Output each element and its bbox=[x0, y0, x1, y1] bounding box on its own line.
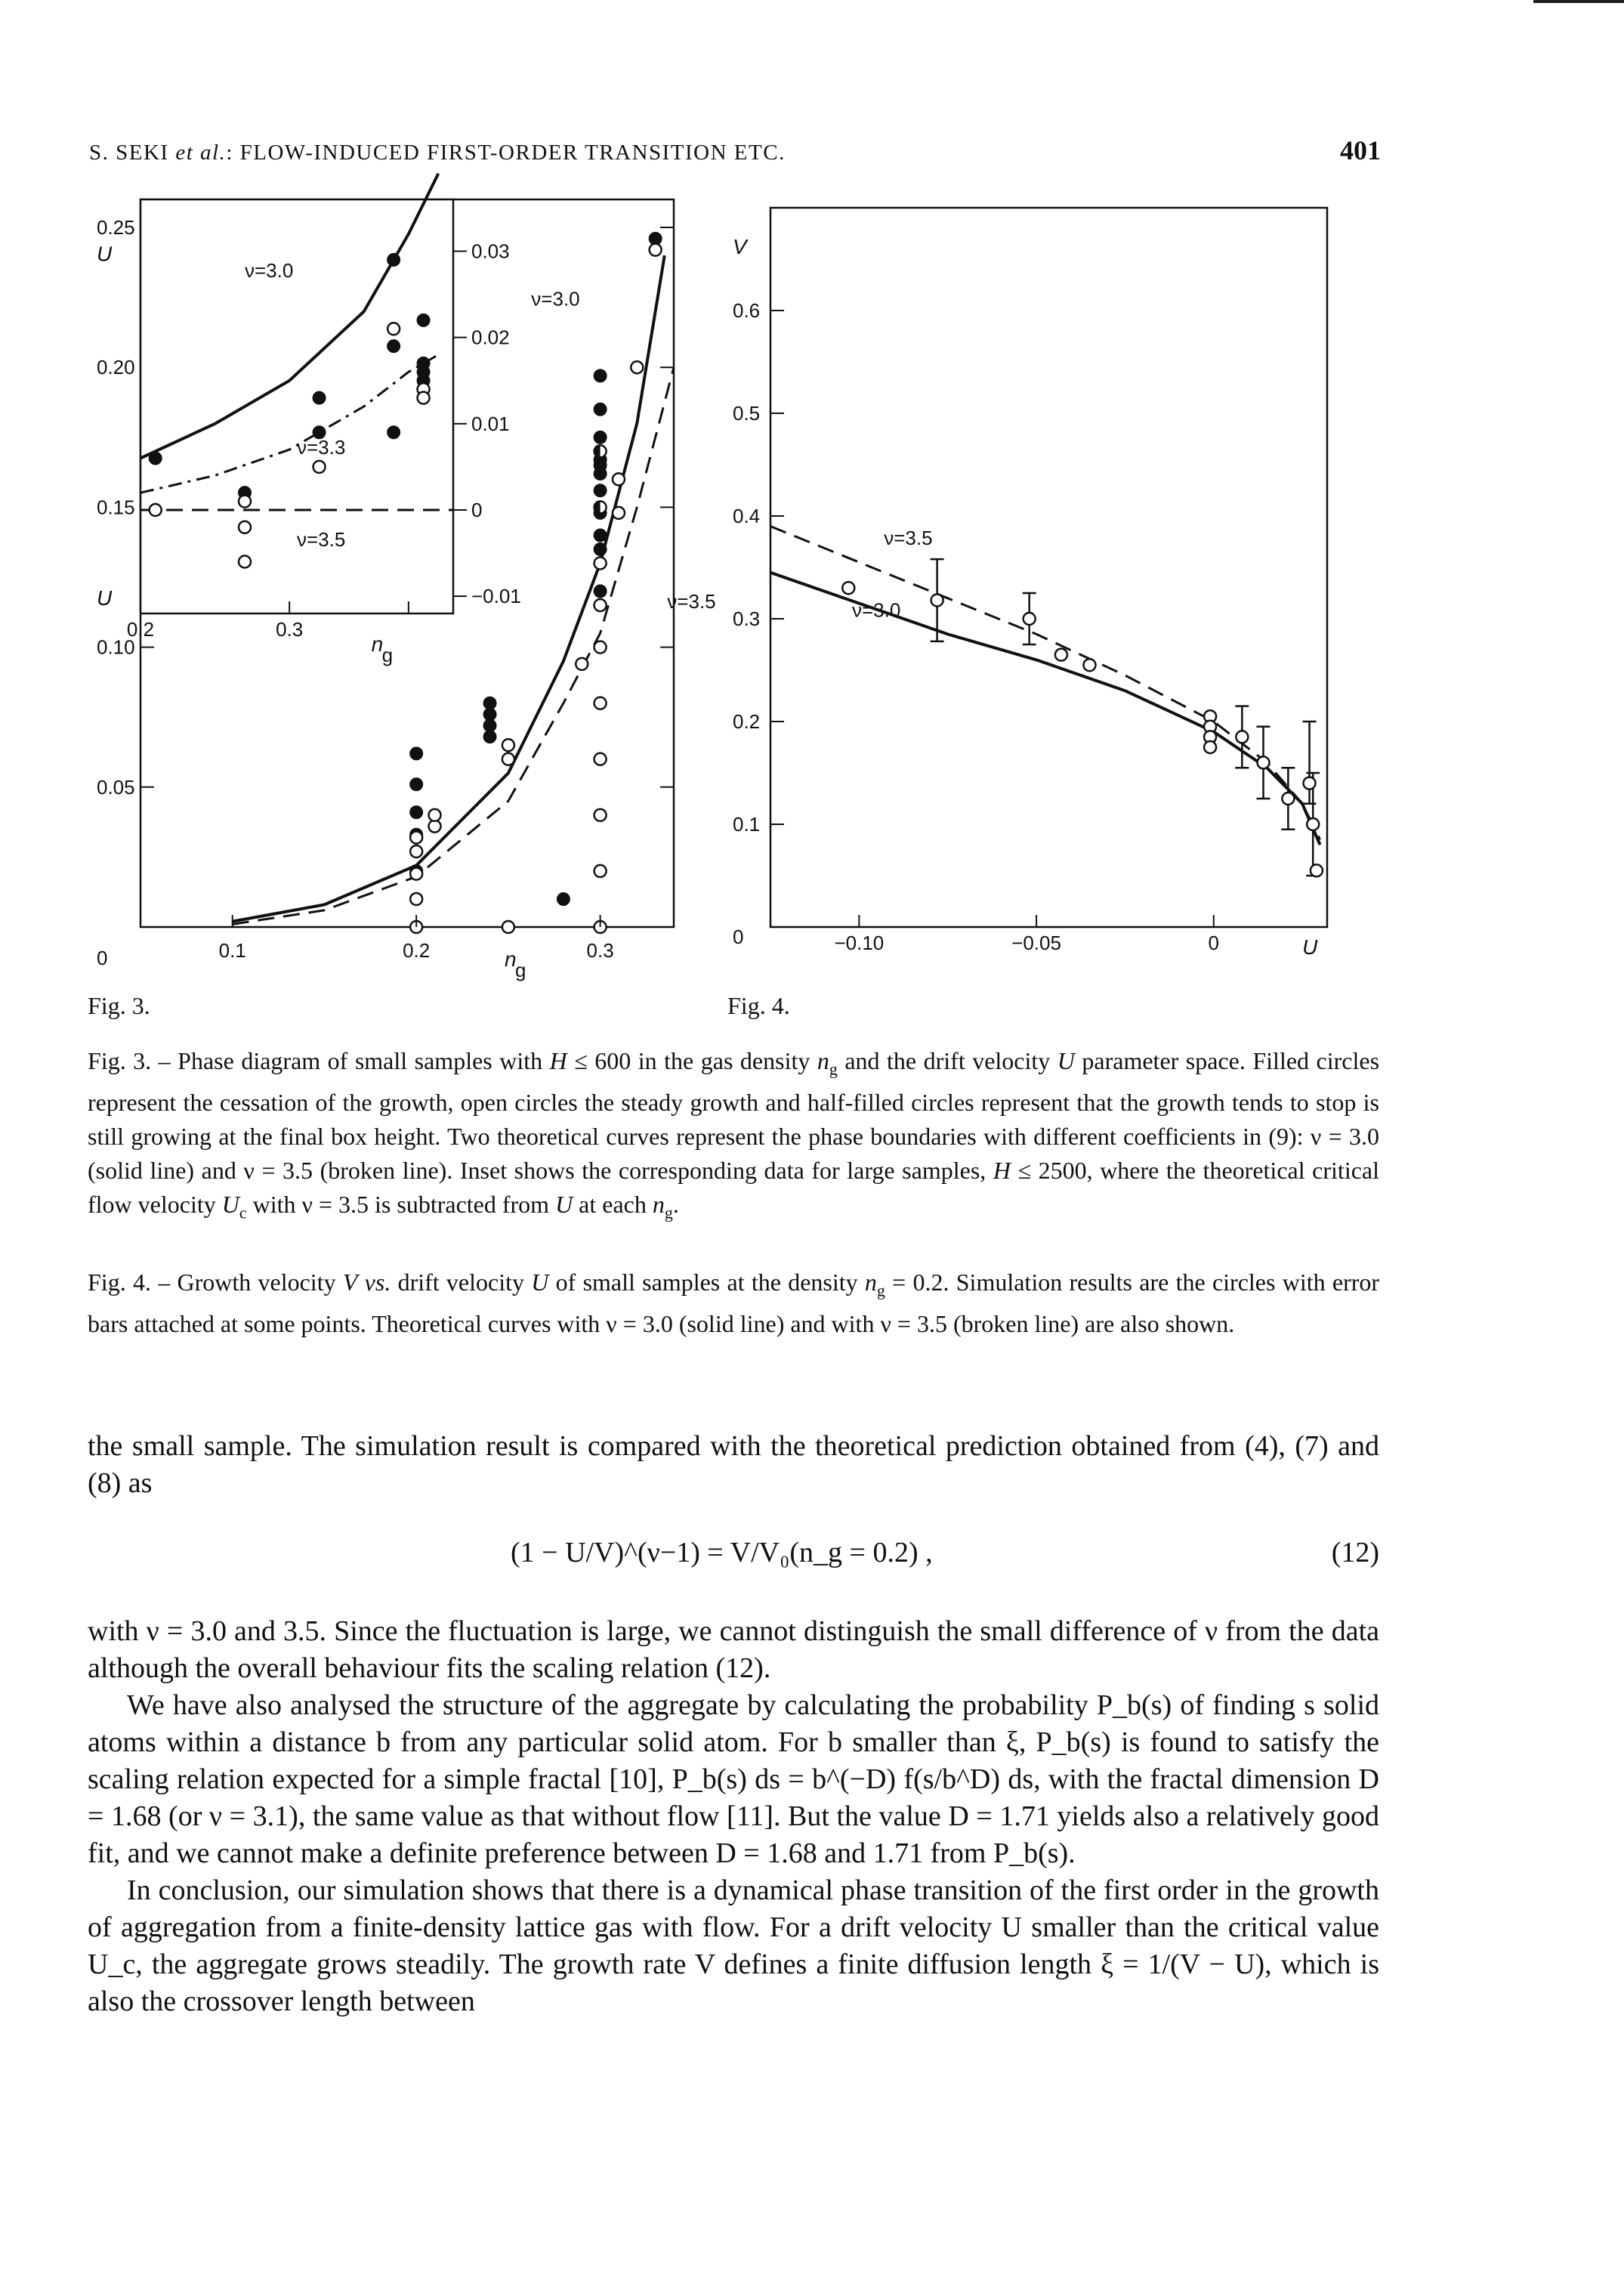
fig3-ytick-label: 0.15 bbox=[97, 496, 135, 519]
running-header bbox=[89, 134, 1381, 180]
fig3-inset-ytick-label: 0.03 bbox=[471, 239, 510, 263]
fig4-point bbox=[1307, 818, 1319, 830]
fig4-annotation-nu35: ν=3.5 bbox=[884, 527, 933, 550]
body-paragraphs bbox=[88, 1613, 1379, 2020]
fig3-xtick-label: 0.2 bbox=[403, 939, 431, 962]
fig3-ylabel-lower: U bbox=[97, 586, 113, 610]
fig3-xlabel: n bbox=[505, 947, 517, 971]
fig4-ytick-label: 0.2 bbox=[733, 710, 761, 733]
fig3-ylabel: U bbox=[97, 242, 113, 266]
equation-number: (12) bbox=[1331, 1537, 1379, 1568]
fig4-point bbox=[1083, 659, 1095, 671]
fig4-origin-label: 0 bbox=[733, 926, 744, 948]
fig3-xtick-label: 0.3 bbox=[586, 939, 614, 962]
equation-12 bbox=[88, 1536, 1379, 1574]
fig4-xlabel: U bbox=[1302, 935, 1318, 959]
fig4-ylabel: V bbox=[733, 235, 747, 259]
fig4-label: Fig. 4. bbox=[727, 992, 790, 1019]
fig3-xlabel-sub: g bbox=[515, 959, 526, 981]
fig4-xtick-label: 0 bbox=[1208, 932, 1220, 954]
fig4-point bbox=[1023, 613, 1036, 625]
top-rule bbox=[1533, 0, 1624, 3]
body-paragraph-1: the small sample. The simulation result is compared with the theoretical prediction obtained from (4), (7) and (8) as bbox=[88, 1430, 1379, 1499]
fig4-chart bbox=[76, 189, 1405, 1005]
equation-text: (1 − U/V)^(ν−1) = V/V₀(n_g = 0.2) , bbox=[511, 1537, 933, 1568]
figures-area bbox=[76, 189, 1405, 1005]
fig3-inset-annotation-nu35: ν=3.5 bbox=[297, 527, 346, 551]
fig4-curve-1 bbox=[770, 527, 1320, 840]
fig4-point bbox=[842, 582, 854, 594]
fig4-ytick-label: 0.1 bbox=[733, 813, 761, 836]
fig4-curves bbox=[770, 527, 1320, 845]
fig4-point bbox=[1311, 864, 1323, 876]
fig3-inset-ytick-label: −0.01 bbox=[471, 585, 521, 608]
page-number: 401 bbox=[1340, 135, 1381, 165]
fig4-point bbox=[1258, 756, 1270, 768]
fig4-xtick-label: −0.10 bbox=[834, 932, 885, 954]
fig3-inset-xtick-label: 0.3 bbox=[276, 618, 304, 641]
fig4-ytick-label: 0.4 bbox=[733, 505, 761, 527]
fig3-label: Fig. 3. bbox=[88, 992, 150, 1019]
fig4-ytick-label: 0.5 bbox=[733, 402, 761, 425]
fig3-inset-ytick-label: 0.01 bbox=[471, 412, 510, 435]
fig4-plot-frame bbox=[770, 208, 1327, 927]
fig4-annotations bbox=[852, 527, 933, 621]
fig4-point bbox=[1204, 741, 1216, 753]
fig4-caption: Fig. 4. – Growth velocity V vs. drift velocity U of small samples at the density $n_g = 0.2$. Simulation results are the circles with error bars attached at some points. Theoretical curves with ν = 3.0 (solid line) and with ν = 3.5 (broken line) are also shown. bbox=[88, 1269, 1380, 1338]
fig3-inset-ytick-label: 0.02 bbox=[471, 326, 510, 349]
fig3-inset-ytick-label: 0 bbox=[471, 499, 483, 521]
fig3-origin-label: 0 bbox=[97, 947, 108, 969]
fig4-point bbox=[1304, 777, 1316, 790]
fig4-ticks bbox=[733, 235, 1318, 959]
fig3-inset-annotation-nu33: ν=3.3 bbox=[297, 435, 346, 459]
running-title: S. SEKI et al.: FLOW-INDUCED FIRST-ORDER TRANSITION ETC. bbox=[89, 141, 786, 165]
fig3-caption: Fig. 3. – Phase diagram of small samples with H ≤ 600 in the gas density $n_g$ and the drift velocity U parameter space. Filled circles represent the cessation of the growth, open circles the steady growth and half-filled circles represent that the growth tends to stop is still growing at the final box height. Two theoretical curves represent the phase boundaries with different coefficients in (9): ν = 3.0 (solid line) and ν = 3.5 (broken line). Inset shows the corresponding data for large samples, H ≤ 2500, where the theoretical critical flow velocity $U_c$ with ν = 3.5 is subtracted from U at each $n_g$. bbox=[88, 1047, 1380, 1222]
fig3-ytick-label: 0.25 bbox=[97, 216, 135, 239]
fig3-annotation-nu30: ν=3.0 bbox=[531, 287, 580, 311]
fig4-point bbox=[1055, 649, 1067, 661]
body-paragraph-3: We have also analysed the structure of the aggregate by calculating the probability P_b(s) of finding s solid atoms within a distance b from any particular solid atom. For b smaller than ξ, P_b(s) is found to satisfy the scaling relation expected for a simple fractal [10], P_b(s) ds = b^(−D) f(s/b^D) ds, with the fractal dimension D = 1.68 (or ν = 3.1), the same value as that without flow [11]. But the value D = 1.71 yields also a relatively good fit, and we cannot make a definite preference between D = 1.68 and 1.71 from P_b(s). bbox=[88, 1689, 1379, 1869]
fig3-inset-annotation-nu30: ν=3.0 bbox=[245, 258, 294, 282]
fig3-ytick-label: 0.10 bbox=[97, 635, 135, 659]
body-paragraph-2: with ν = 3.0 and 3.5. Since the fluctuation is large, we cannot distinguish the small difference of ν from the data although the overall behaviour fits the scaling relation (12). bbox=[88, 1615, 1379, 1684]
fig3-inset-xtick-label: 0.2 bbox=[126, 618, 155, 641]
fig3-xtick-label: 0.1 bbox=[218, 939, 246, 962]
fig4-point bbox=[1282, 793, 1294, 805]
body-paragraph-4: In conclusion, our simulation shows that there is a dynamical phase transition of the first order in the growth of aggregation from a finite-density lattice gas with flow. For a drift velocity U smaller than the critical value U_c, the aggregate grows steadily. The growth rate V defines a finite diffusion length ξ = 1/(V − U), which is also the crossover length between bbox=[88, 1874, 1379, 2017]
fig3-ytick-label: 0.05 bbox=[97, 775, 135, 799]
fig3-inset-xlabel: n bbox=[371, 632, 384, 656]
fig3-ytick-label: 0.20 bbox=[97, 356, 135, 379]
fig4-frame bbox=[770, 208, 1327, 927]
fig3-inset-xlabel-sub: g bbox=[381, 644, 394, 666]
fig4-point bbox=[931, 595, 943, 607]
fig4-points bbox=[842, 559, 1323, 876]
fig4-ytick-label: 0.6 bbox=[733, 299, 761, 322]
fig4-annotation-nu30: ν=3.0 bbox=[851, 598, 901, 622]
fig4-ytick-label: 0.3 bbox=[733, 607, 761, 630]
fig3-annotation-nu35: ν=3.5 bbox=[667, 589, 716, 613]
fig4-xtick-label: −0.05 bbox=[1011, 932, 1061, 954]
fig4-point bbox=[1236, 731, 1248, 743]
